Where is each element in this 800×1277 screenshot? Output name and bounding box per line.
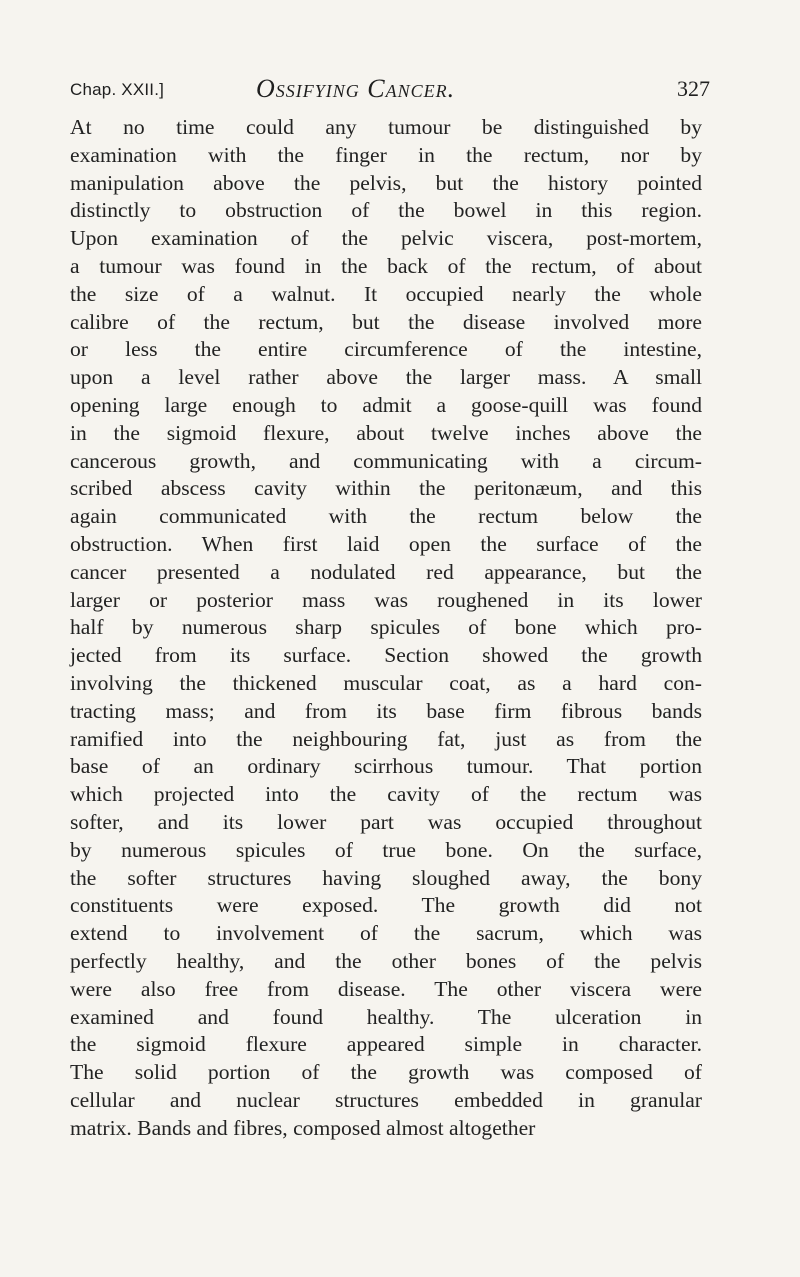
text-line: matrix. Bands and fibres, composed almost altogether [70, 1115, 536, 1140]
text-line: perfectly healthy, and the other bones of the pelvis [70, 948, 702, 973]
text-line: softer, and its lower part was occupied throughout [70, 809, 702, 834]
text-line: or less the entire circumference of the intestine, [70, 337, 702, 362]
text-line: which projected into the cavity of the rectum was [70, 782, 702, 807]
text-line: base of an ordinary scirrhous tumour. That portion [70, 754, 702, 779]
text-line: in the sigmoid flexure, about twelve inches above the [70, 420, 702, 445]
text-line: again communicated with the rectum below the [70, 504, 702, 529]
running-header [70, 74, 710, 114]
text-line: the size of a walnut. It occupied nearly the whole [70, 281, 702, 306]
text-line: constituents were exposed. The growth did not [70, 893, 702, 918]
page-number: 327 [677, 76, 710, 101]
text-line: extend to involvement of the sacrum, which was [70, 921, 702, 946]
text-line: larger or posterior mass was roughened in its lower [70, 587, 702, 612]
text-line: At no time could any tumour be distinguished by [70, 115, 702, 139]
text-line: half by numerous sharp spicules of bone which pro- [70, 615, 702, 640]
text-line: calibre of the rectum, but the disease involved more [70, 309, 702, 334]
text-line: the softer structures having sloughed away, the bony [70, 865, 702, 890]
text-line: by numerous spicules of true bone. On the surface, [70, 837, 702, 862]
body-text [70, 114, 702, 1142]
text-line: opening large enough to admit a goose-quill was found [70, 392, 702, 417]
text-line: tracting mass; and from its base firm fibrous bands [70, 698, 702, 723]
text-line: Upon examination of the pelvic viscera, post-mortem, [70, 226, 702, 251]
text-line: ramified into the neighbouring fat, just as from the [70, 726, 702, 751]
text-line: a tumour was found in the back of the rectum, of about [70, 253, 702, 278]
text-line: manipulation above the pelvis, but the history pointed [70, 170, 702, 195]
running-title: Ossifying Cancer. [256, 74, 456, 103]
text-line: upon a level rather above the larger mass. A small [70, 365, 702, 390]
text-line: obstruction. When first laid open the surface of the [70, 531, 702, 556]
text-line: the sigmoid flexure appeared simple in character. [70, 1032, 702, 1057]
text-line: were also free from disease. The other viscera were [70, 976, 702, 1001]
text-line: involving the thickened muscular coat, as a hard con- [70, 670, 702, 695]
text-line: cancerous growth, and communicating with a circum- [70, 448, 702, 473]
text-line: cancer presented a nodulated red appearance, but the [70, 559, 702, 584]
chapter-label: Chap. XXII.] [70, 80, 165, 99]
text-line: examination with the finger in the rectum, nor by [70, 142, 702, 167]
text-line: distinctly to obstruction of the bowel in this region. [70, 198, 702, 223]
text-line: cellular and nuclear structures embedded in granular [70, 1087, 702, 1112]
text-line: scribed abscess cavity within the peritonæum, and this [70, 476, 702, 501]
text-line: The solid portion of the growth was composed of [70, 1060, 702, 1085]
text-line: jected from its surface. Section showed the growth [70, 643, 702, 668]
text-line: examined and found healthy. The ulceration in [70, 1004, 702, 1029]
